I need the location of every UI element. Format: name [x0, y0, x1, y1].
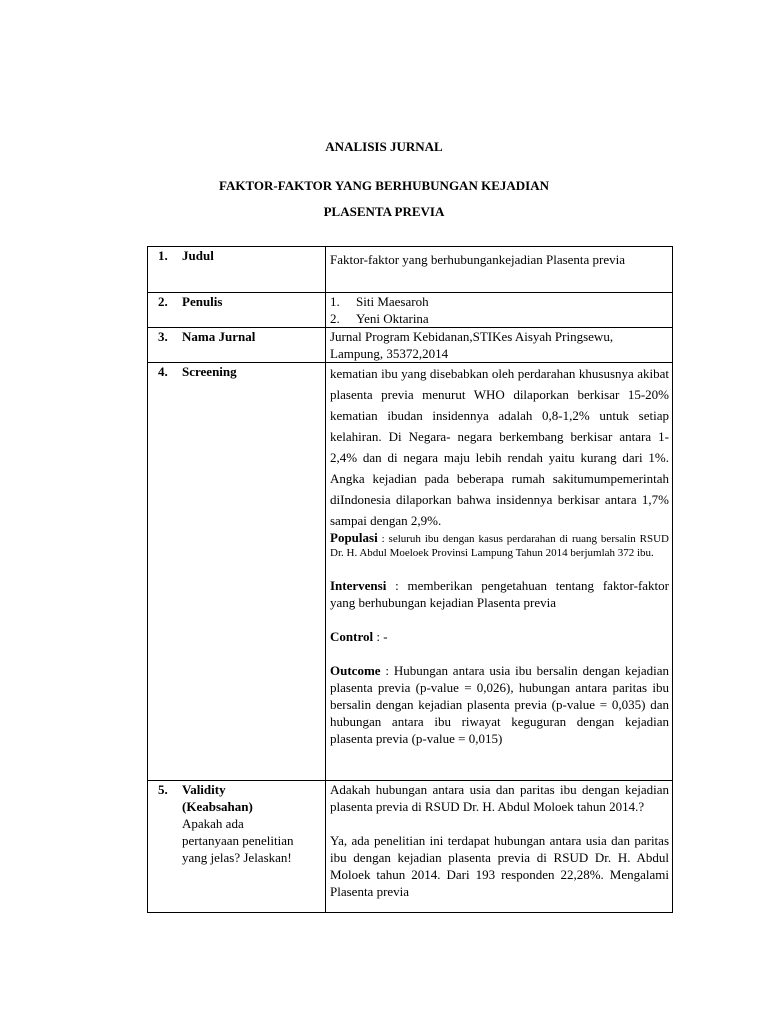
table-row-screening: [148, 363, 673, 781]
intervensi-text: : memberikan pengetahuan tentang faktor-faktor yang berhubungan kejadian Plasenta previa: [330, 578, 669, 610]
row-number: 3.: [158, 329, 168, 344]
row-label: [148, 293, 326, 328]
row-label-text: Screening: [182, 364, 237, 379]
row-number: 1.: [158, 248, 168, 263]
row-number: 5.: [158, 782, 168, 797]
row-content: [326, 781, 673, 913]
subtitle-line-2: PLASENTA PREVIA: [323, 204, 445, 219]
table-row-validity: [148, 781, 673, 913]
row-label: [148, 781, 326, 913]
row-number: 2.: [158, 294, 168, 309]
outcome-text: : Hubungan antara usia ibu bersalin dengan kejadian plasenta previa (p-value = 0,026), hubungan antara paritas ibu bersalin dengan kejadian plasenta previa (p-value = 0,035) dan hubungan antara ibu riwayat keguguran dengan kejadian plasenta previa (p-value = 0,015): [330, 663, 669, 746]
validity-paragraph-1: Adakah hubungan antara usia dan paritas ibu dengan kejadian plasenta previa di RSUD Dr. H. Abdul Moloek tahun 2014.?: [330, 782, 669, 814]
validity-question: Apakah ada pertanyaan penelitian yang jelas? Jelaskan!: [182, 816, 294, 865]
populasi-label: Populasi: [330, 530, 378, 545]
list-item: [330, 293, 669, 310]
row-number: 4.: [158, 364, 168, 379]
row-content: Faktor-faktor yang berhubungankejadian Plasenta previa: [326, 247, 673, 293]
row-label-text: Nama Jurnal: [182, 329, 256, 344]
author-name: Siti Maesaroh: [356, 294, 429, 309]
validity-paragraph-2: Ya, ada penelitian ini terdapat hubungan antara usia dan paritas ibu dengan kejadian plasenta previa di RSUD Dr. H. Abdul Moloek tahun 2014. Dari 193 responden 22,28%. Mengalami Plasenta previa: [330, 833, 669, 899]
page-title: ANALISIS JURNAL: [325, 139, 443, 154]
author-number: 2.: [330, 311, 340, 326]
populasi-text: : seluruh ibu dengan kasus perdarahan di ruang bersalin RSUD Dr. H. Abdul Moeloek Provinsi Lampung Tahun 2014 berjumlah 372 ibu.: [330, 533, 669, 559]
row-label-sub: (Keabsahan): [182, 799, 253, 814]
intervensi-label: Intervensi: [330, 578, 387, 593]
row-content: Jurnal Program Kebidanan,STIKes Aisyah Pringsewu, Lampung, 35372,2014: [326, 328, 673, 363]
control-label: Control: [330, 629, 374, 644]
row-label: [148, 328, 326, 363]
author-name: Yeni Oktarina: [356, 311, 429, 326]
author-number: 1.: [330, 294, 340, 309]
control-text: : -: [373, 629, 388, 644]
row-label: [148, 247, 326, 293]
table-row-penulis: [148, 293, 673, 328]
outcome-paragraph: [330, 662, 669, 747]
outcome-label: Outcome: [330, 663, 381, 678]
row-label-text: Penulis: [182, 294, 223, 309]
list-item: [330, 310, 669, 327]
subtitle-line-1: FAKTOR-FAKTOR YANG BERHUBUNGAN KEJADIAN: [219, 178, 549, 193]
row-label: [148, 363, 326, 781]
table-row-nama-jurnal: [148, 328, 673, 363]
row-label-text: Judul: [182, 248, 214, 263]
row-content: [326, 293, 673, 328]
intervensi-paragraph: [330, 577, 669, 611]
row-label-text: Validity: [182, 782, 226, 797]
control-paragraph: [330, 628, 669, 645]
row-content: [326, 363, 673, 781]
analysis-table: [147, 246, 673, 913]
screening-intro: kematian ibu yang disebabkan oleh perdarahan khususnya akibat plasenta previa menurut WHO dilaporkan berkisar 15-20% kematian ibudan insidennya adalah 0,8-1,2% untuk setiap kelahiran. Di Negara- negara berkembang berkisar antara 1-2,4% dan di negara maju lebih rendah yaitu kurang dari 1%. Angka kejadian pada beberapa rumah sakitumumpemerintah diIndonesia dilaporkan bahwa insidennya berkisar antara 1,7% sampai dengan 2,9%.: [330, 366, 669, 528]
table-row-judul: [148, 247, 673, 293]
author-list: [330, 293, 669, 327]
populasi-paragraph: [330, 531, 669, 560]
